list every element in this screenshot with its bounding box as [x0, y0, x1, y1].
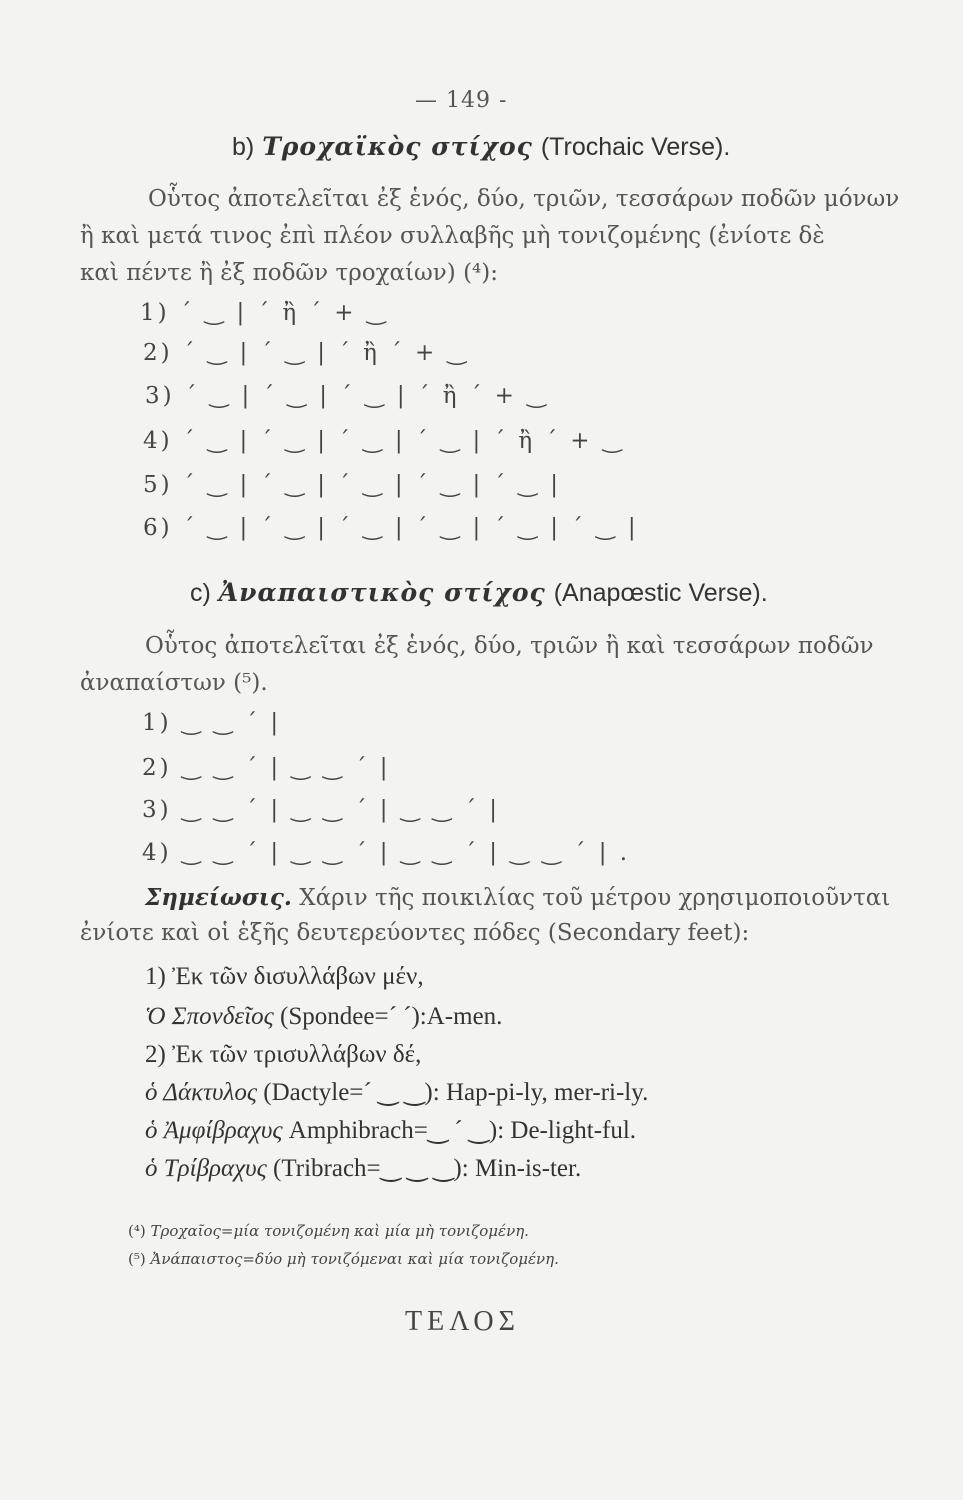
note-line-1	[145, 882, 890, 914]
anapaestic-scheme-4: 4) ‿ ‿ ´ | ‿ ‿ ´ | ‿ ‿ ´ | ‿ ‿ ´ | .	[142, 840, 631, 866]
anapaestic-greek-title: Ἀναπαιστικὸς στίχος	[218, 578, 546, 607]
trochaic-scheme-5: 5) ´ ‿ | ´ ‿ | ´ ‿ | ´ ‿ | ´ ‿ |	[143, 472, 561, 498]
trochaic-intro-line-3: καὶ πέντε ἢ ἐξ ποδῶν τροχαίων) (⁴):	[80, 260, 498, 286]
feet-line-1	[145, 960, 424, 994]
footnote-text: Ἀνάπαιστος=δύο μὴ τονιζόμεναι καὶ μία τονιζομένη.	[150, 1250, 559, 1268]
trochaic-greek-title: Τροχαϊκὸς στίχος	[262, 132, 533, 161]
footnote-mark: (⁴)	[128, 1222, 146, 1240]
feet-line-5	[145, 1114, 636, 1148]
anapaestic-scheme-3: 3) ‿ ‿ ´ | ‿ ‿ ´ | ‿ ‿ ´ |	[142, 797, 500, 823]
anapaestic-scheme-2: 2) ‿ ‿ ´ | ‿ ‿ ´ |	[142, 755, 391, 781]
feet-text: 2) Ἐκ τῶν τρισυλλάβων δέ,	[145, 1041, 422, 1068]
note-line-2: ἐνίοτε καὶ οἱ ἑξῆς δευτερεύοντες πόδες (Secondary feet):	[80, 920, 750, 946]
feet-greek-name: ὁ Δάκτυλος	[145, 1079, 257, 1106]
note-text-1: Χάριν τῆς ποικιλίας τοῦ μέτρου χρησιμοποιοῦνται	[299, 885, 891, 911]
footnote-mark: (⁵)	[128, 1250, 146, 1268]
anapaestic-heading	[190, 578, 768, 608]
page-number: — 149 -	[415, 88, 508, 113]
trochaic-label: b)	[232, 133, 255, 161]
trochaic-scheme-1: 1) ´ ‿ | ´ ἢ ´ + ‿	[140, 300, 389, 326]
anapaestic-intro-line-1: Οὗτος ἀποτελεῖται ἐξ ἑνός, δύο, τριῶν ἢ καὶ τεσσάρων ποδῶν	[145, 633, 874, 659]
feet-line-3	[145, 1038, 421, 1072]
trochaic-scheme-6: 6) ´ ‿ | ´ ‿ | ´ ‿ | ´ ‿ | ´ ‿ | ´ ‿ |	[143, 515, 639, 541]
anapaestic-intro-line-2: ἀναπαίστων (⁵).	[80, 670, 268, 696]
feet-line-2	[145, 1000, 502, 1034]
trochaic-scheme-2: 2) ´ ‿ | ´ ‿ | ´ ἢ ´ + ‿	[143, 340, 470, 366]
footnote-2	[128, 1250, 559, 1268]
anapaestic-label: c)	[190, 579, 211, 607]
trochaic-english-title: (Trochaic Verse).	[540, 133, 731, 161]
feet-text: (Dactyle=´ ‿ ‿): Hap-pi-ly, mer-ri-ly.	[257, 1079, 649, 1106]
note-title: Σημείωσις.	[145, 884, 292, 911]
trochaic-intro-line-2: ἢ καὶ μετά τινος ἐπὶ πλέον συλλαβῆς μὴ τονιζομένης (ἐνίοτε δὲ	[80, 223, 825, 249]
anapaestic-scheme-1: 1) ‿ ‿ ´ |	[142, 710, 282, 736]
trochaic-heading	[232, 132, 730, 162]
feet-line-4	[145, 1076, 648, 1110]
footnote-1	[128, 1222, 529, 1240]
end-title: ΤΕΛΟΣ	[405, 1306, 520, 1337]
trochaic-scheme-3: 3) ´ ‿ | ´ ‿ | ´ ‿ | ´ ἢ ´ + ‿	[145, 383, 549, 409]
anapaestic-english-title: (Anapœstic Verse).	[553, 579, 768, 607]
feet-line-6	[145, 1152, 581, 1186]
feet-text: (Spondee=´ ´):A-men.	[273, 1003, 503, 1030]
feet-text: Amphibrach=‿ ´ ‿): De-light-ful.	[282, 1117, 637, 1144]
footnote-text: Τροχαῖος=μία τονιζομένη καὶ μία μὴ τονιζομένη.	[150, 1222, 529, 1240]
feet-text: 1) Ἐκ τῶν δισυλλάβων μέν,	[145, 963, 424, 990]
feet-text: (Tribrach=‿ ‿ ‿): Min-is-ter.	[266, 1155, 582, 1182]
trochaic-intro-line-1: Οὗτος ἀποτελεῖται ἐξ ἑνός, δύο, τριῶν, τεσσάρων ποδῶν μόνων	[148, 186, 900, 212]
feet-greek-name: ὁ Ἀμφίβραχυς	[145, 1117, 283, 1144]
feet-greek-name: ὁ Τρίβραχυς	[145, 1155, 267, 1182]
feet-greek-name: Ὁ Σπονδεῖος	[145, 1003, 274, 1030]
trochaic-scheme-4: 4) ´ ‿ | ´ ‿ | ´ ‿ | ´ ‿ | ´ ἢ ´ + ‿	[143, 428, 625, 454]
